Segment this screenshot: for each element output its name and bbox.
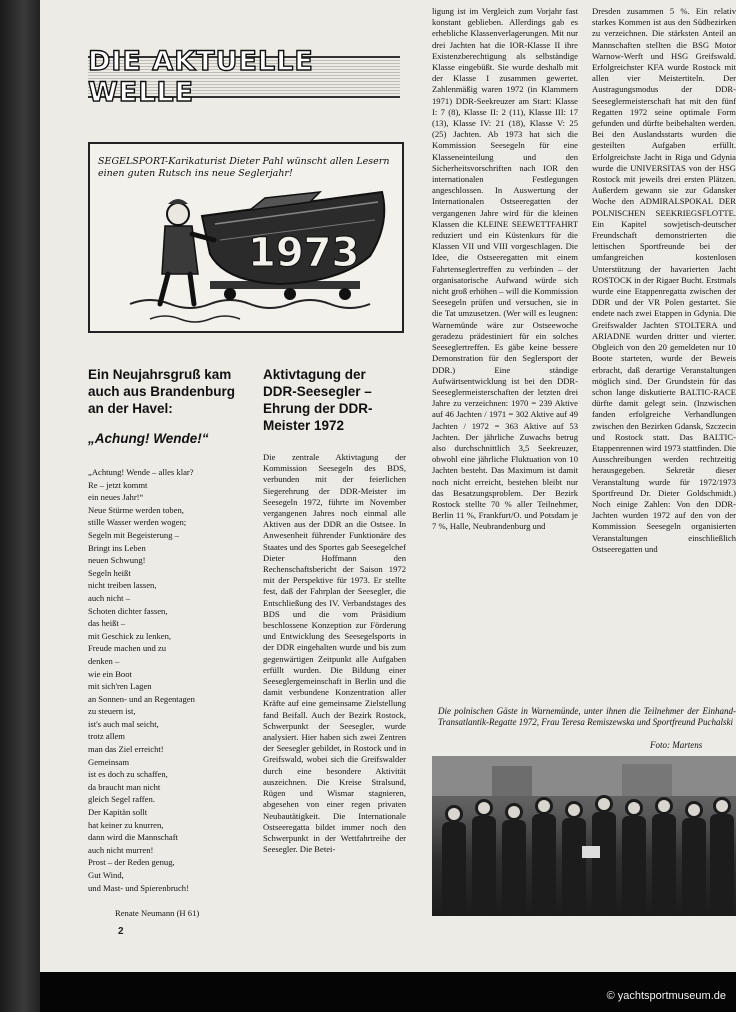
poem-line: Gemeinsam [88,756,130,767]
trolley-wheel [224,288,236,300]
article-text-column-4: Dresden zusammen 5 %. Ein relativ starkes Kommen ist aus den Südbezirken zu verzeichnen. Die stärksten Anteil an Mannschaften stellten die BSG Motor Warnow-Werft und HSG Greifswald. Erfolgreichster KFA wurde Rostock mit allen vier Meistertiteln. Der Austragungsmodus der DDR-Seeseglermeisterschaft hat mit den fünf Regatten 1972 seine optimale Form gefunden und dürfte beibehalten werden. Bei den Auslandsstarts wurden die gesteilten Aufgaben erfüllt. Erfolgreichste Jacht in Riga und Gdynia wurde die UNIVERSITAS von der HSG Rostock mit jeweils drei ersten Plätzen. Außerdem gewann sie zur Gdansker Woche den ADMIRALSPOKAL DER POLNISCHEN SEEKRIEGSFLOTTE. Ein Kapitel sowjetisch-deutscher Freundschaft demonstrierten die lettischen Sportfreunde bei der umfangreichen kostenlosen Unterstützung der havarierten Jacht ROSTOCK in der Rigaer Bucht. Erstmals wurde eine Etappenregatta zwischen der DDR und der VR Polen gestartet. Sie endete nach zwei Etappen in Gdynia. Die Greifswalder Jachten STOLTERA und ARIADNE wurden dritter und vierter. Obgleich von den 20 gemeldeten nur 10 Boote starteten, wurde der Beweis erbracht, daß derartige Veranstaltungen möglich sind. Der Grundstein für das schon lange diskutierte BALTIC-RACE dürfte damit gelegt sein. (Inzwischen fanden erfolgreiche Verhandlungen zwischen den Bezirken Gdansk, Szczecin und Rostock statt. Das BALTIC-Etappenrennen wird 1973 stattfinden. Die Ausschreibungen werden rechtzeitig herausgegeben. Sekretär dieser Veranstaltung wurde für 1972/1973 Sportfreund Dr. Dieter Goldschmidt.) Noch einige Zahlen: Von den DDR-Jachten wurden 1972 auf den von der Kommission Seesegeln organisierten Veranstaltungen einschließlich Ostseeregatten und [592,6,736,554]
poem-line: Prost – der Reden genug, [88,857,175,868]
headline-aktivtagung: Aktivtagung der DDR-Seesegler – Ehrung der DDR-Meister 1972 [263,367,373,433]
poem-author: Renate Neumann (H 61) [115,908,200,918]
article-text-column-3: ligung ist im Vergleich zum Vorjahr fast konstant geblieben. Allerdings gab es erhebliche Klassenverlagerungen. Mit nur drei Jachten hat die IOR-Klasse II ihre Existenzberechtigung als selbständige Klasse eingebüßt. Sie wurde deshalb mit der Klasse I zusammen gewertet. Zahlenmäßig waren 1972 (in Klammern 1971) DDR-Seekreuzer am Start: Klasse I: 7 (8), Klasse II: 2 (11), Klasse III: 17 (13), Klasse IV: 21 (18), Klasse V: 25 (25) Jachten. Ab 1973 hat sich die Kommission Seesegeln für eine Klasseneinteilung und den Sicherheitsvorschriften nach IOR den internationalen Festlegungen angeschlossen. In Auswertung der Internationalen Ostseeregatten der vergangenen Jahre wird für die kleinen Klassen die KLEINE SEEWETTFAHRT reduziert und ein Küstenkurs für die Klassen VII und VIII vorgeschlagen. Die Idee, die Ostseeregatten mit einem Fahrtenseglertreffen zu verbinden – der organisatorische Aufwand würde sich nicht groß erhöhen – will die Kommission Seesegeln prüfen und versuchen, sie in die Tat umzusetzen. (Wer will es leugnen: Warnemünde wäre zur Ostseewoche geradezu prädestiniert für ein solches Seeseglertreffen. Es gäbe keine bessere Demonstration für den Seglersport der DDR.) Eine ständige Aufwärtsentwicklung ist bei den DDR-Seeseglermeisterschaften der letzten drei Jahre zu verzeichnen: 1970 = 239 Aktive auf 46 Jachten / 1971 = 302 Aktive auf 49 Jachten / 1972 = 363 Aktive auf 53 Jachten. Der jährliche Zuwachs betrug also durchschnittlich 3,5 Seekreuzer, obwohl eine jährliche Fluktuation von 10 Jachten besteht. Das Maximum ist damit noch nicht erreicht, bestehen bleibt nur das Besatzungsproblem. Der Bezirk Rostock stellte 70 % aller Teilnehmer, Berlin 11 %, Frankfurt/O. und Potsdam je 7 %, Halle, Neubrandenburg und [432,6,578,532]
cartoon-year: 1973 [248,230,360,276]
poem-line: da braucht man nicht [88,781,161,792]
book-spine [0,0,40,1012]
poem-line: Segeln mit Begeisterung – [88,529,179,540]
poem-line: Freude machen und zu [88,643,167,654]
poem-line: man das Ziel erreicht! [88,744,164,755]
poem-line: Der Kapitän sollt [88,807,148,818]
poem-line: das heißt – [88,618,126,629]
cartoon-caption: SEGELSPORT-Karikaturist Dieter Pahl wünscht allen Lesern einen guten Rutsch ins neue Seglerjahr! [98,156,390,179]
poem-line: Schoten dichter fassen, [88,605,168,616]
poem-line: und Mast- und Spierenbruch! [88,882,189,893]
poem-line: mit Geschick zu lenken, [88,630,172,641]
poem-line: nicht treiben lassen, [88,580,157,591]
photo-caption: Die polnischen Gäste in Warnemünde, unter ihnen die Teilnehmer der Einhand-Transatlantik-Regatte 1972, Frau Teresa Remiszewska und Sportfreund Puchalski [438,706,736,728]
poem-line: Re – jetzt kommt [88,479,148,490]
photo-credit: Foto: Martens [650,740,703,750]
poem-line: auch nicht murren! [88,844,154,855]
cartoon-illustration [90,144,402,331]
poem-line: Gut Wind, [88,870,124,880]
poem-line: neuen Schwung! [88,555,146,566]
poem-line: mit sich'ren Lagen [88,681,152,692]
poem-line: gleich Segel raffen. [88,794,155,805]
trolley-wheel [284,288,296,300]
poem-line: ein neues Jahr!“ [88,492,144,503]
poem-line: denken – [88,655,120,666]
section-masthead: DIE AKTUELLE WELLE [88,56,400,98]
poem-line: trotz allem [88,731,125,742]
poem [88,466,256,894]
poem-line: Neue Stürme werden toben, [88,504,184,515]
watermark: © yachtsportmuseum.de [606,990,726,1002]
article-text-column-2: Die zentrale Aktivtagung der Kommission Seesegeln des BDS, verbunden mit der feierlichen Siegerehrung der DDR-Meister im Seesegeln 1972, führte im November vergangenen Jahres noch einmal alle Aktiven aus der DDR an die Ostsee. In Anwesenheit führender Funktionäre des Staates und des Sportes gab Seesegelchef Dieter Hoffmann den Rechenschaftsbericht der Saison 1972 mit der Perspektive für 1973. Er stellte fest, daß der Fahrplan der Seesegler, die Entschließung des IV. Verbandstages des BDS und die vom Präsidium beschlossene Konzeption zur Förderung und Entwicklung des Seesegelsports in der DDR eingehalten wurde und bis zum gegenwärtigen Zeitpunkt alle Aufgaben erfüllt wurden. Die Bildung einer Seeseglergemeinschaft in Berlin und die damit verbundene Konzentration aller Kräfte auf eine gemeinsame Zielstellung fand Beifall. Auch der Bezirk Rostock, Schwerpunkt der Seesegler, wurde analysiert. Hier haben sich zwei Zentren der Seesegler gebildet, in Rostock und in Greifswald, wobei sich die Greifswalder durch eine besondere Aktivität auszeichnen. Die Kreise Stralsund, Rügen und Wismar stagnieren, abgesehen von einer regen privaten Neubautätigkeit. Die Internationale Ostseeregatta bildet immer noch den Schwerpunkt in der Wettfahrtreihe der Seesegler. Die Betei- [263,452,406,855]
cartoon-box [88,142,404,333]
poem-line: wie ein Boot [88,668,132,679]
poem-line: ist's auch mal seicht, [88,718,159,729]
poem-line: hat keiner zu knurren, [88,819,164,830]
poem-line: Bringt ins Leben [88,542,146,553]
poem-line: stille Wasser werden wogen; [88,517,187,528]
poem-line: ist es doch zu schaffen, [88,769,168,780]
poem-line: Segeln heißt [88,567,131,578]
page-number: 2 [118,926,124,937]
wave-line [130,300,370,308]
sailor-head [167,203,189,225]
poem-line: zu steuern ist, [88,706,136,717]
group-photo [432,756,736,916]
poem-line: dann wird die Mannschaft [88,832,178,843]
poem-line: an Sonnen- und an Regentagen [88,693,195,704]
headline-achtung-wende: „Achung! Wende!“ [88,431,209,446]
poem-line: auch nicht – [88,592,130,603]
group-photo-figures [432,756,736,916]
poem-line: „Achtung! Wende – alles klar? [88,467,194,477]
headline-neujahrsgruss: Ein Neujahrsgruß kam auch aus Brandenburg an der Havel: [88,367,236,416]
trolley-wheel [339,288,351,300]
